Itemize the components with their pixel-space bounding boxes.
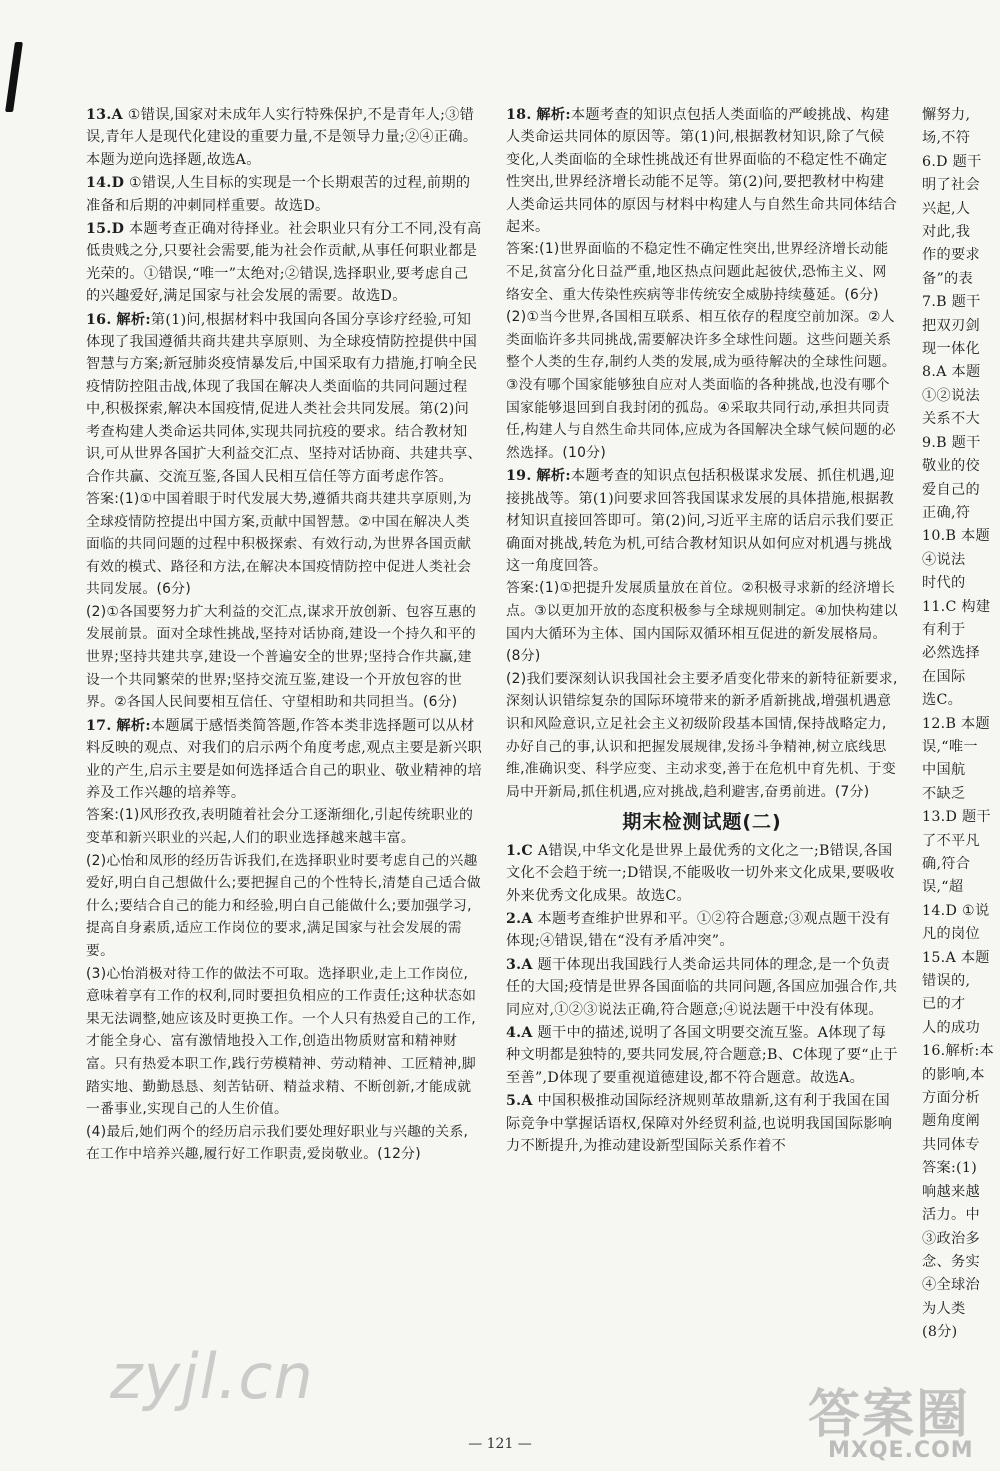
cropped-line: 已的才 [922,996,966,1013]
answer-paragraph: (2)①各国要努力扩大利益的交汇点,谋求开放创新、包容互惠的发展前景。面对全球性挑战,坚持对话协商,建设一个持久和平的世界;坚持共建共享,建设一个普遍安全的世界;坚持合作共赢,建设一个共同繁荣的世界;坚持交流互鉴,建设一个开放包容的世界。②各国人民间要相互信任、守望相助和共同担当。(6分) [86,603,477,711]
question-text: 本题考查维护世界和平。①②符合题意;③观点题干没有体现;④错误,错在“没有矛盾冲突”。 [506,910,891,950]
question-number: 17. [86,717,112,734]
cropped-line: (8分) [922,1324,958,1341]
question-entry [86,104,482,171]
cropped-line: 12.B 本题 [922,715,990,732]
question-entry [86,715,482,1166]
cropped-line: 备”的表 [922,270,974,287]
cropped-line: 不缺乏 [922,785,966,802]
cropped-line: 11.C 构建 [922,598,991,615]
question-number: 16. [86,311,112,328]
cropped-line: 把双刃剑 [922,317,980,334]
cropped-line: ③政治多 [922,1230,980,1247]
question-number: 2.A [506,910,533,927]
answer-paragraph: (4)最后,她们两个的经历启示我们要处理好职业与兴趣的关系,在工作中培养兴趣,履行好工作职责,爱岗敬业。(12分) [86,1123,469,1163]
question-text: 本题考查正确对待择业。社会职业只有分工不同,没有高低贵贱之分,只要社会需要,能为社会作贡献,从事任何职业都是光荣的。①错误,“唯一”太绝对;②错误,选择职业,要考虑自己的兴趣爱好,满足国家与社会发展的需要。故选D。 [86,221,482,305]
question-entry [506,1022,898,1089]
left-column [86,104,482,1167]
cropped-line: 在国际 [922,668,966,685]
cropped-line: 响越来越 [922,1183,980,1200]
cropped-line: ④说法 [922,551,966,568]
cropped-line: 关系不大 [922,411,980,428]
cropped-line: 的影响,本 [922,1066,985,1083]
cropped-line: 凡的岗位 [922,926,980,943]
cropped-line: ④全球治 [922,1277,980,1294]
page-edge-mark [5,42,23,112]
question-entry [86,309,482,714]
question-number: 14.D [86,175,125,192]
watermark-zyjl: zyjl.cn [110,1340,314,1413]
analysis-label: 解析: [116,311,151,328]
question-number: 19. [506,468,532,485]
answer-paragraph: (2)心怡和凤形的经历告诉我们,在选择职业时要考虑自己的兴趣爱好,明白自己想做什么;要把握自己的个性特长,清楚自己适合做什么;要结合自己的能力和经验,明白自己能做什么;要加强学习,提高自身素质,适应工作岗位的要求,满足国家与社会发展的需要。 [86,852,481,960]
question-text: ①错误,国家对未成年人实行特殊保护,不是青年人;③错误,青年人是现代化建设的重要力量,不是领导力量;②④正确。本题为逆向选择题,故选A。 [86,107,478,168]
question-text: ①错误,人生目标的实现是一个长期艰苦的过程,前期的准备和后期的冲刺同样重要。故选D。 [86,175,471,214]
answer-paragraph: 答案:(1)风形孜孜,表明随着社会分工逐渐细化,引起传统职业的变革和新兴职业的兴起,人们的职业选择越来越丰富。 [86,807,474,847]
question-entry [86,172,482,217]
cropped-line: 答案:(1) [922,1160,978,1177]
cropped-line: 懈努力, [922,107,971,123]
question-entry [506,908,898,953]
question-entry [506,104,898,464]
question-entry [506,1090,898,1157]
cropped-line: 必然选择 [922,645,980,662]
cropped-line: 题角度阐 [922,1113,980,1130]
cropped-line: 确,符合 [922,856,971,872]
watermark-daanquan: 答案圈 [808,1385,971,1445]
cropped-line: 方面分析 [922,1090,980,1107]
answer-paragraph: 答案:(1)①把提升发展质量放在首位。②积极寻求新的经济增长点。③以更加开放的态度积极参与全球规则制定。④加快构建以国内大循环为主体、国内国际双循环相互促进的新发展格局。(8分) [506,580,898,665]
cropped-line: 16.解析:本 [922,1043,995,1060]
question-entry [506,954,898,1021]
question-number: 4.A [506,1025,533,1041]
cropped-line: 作的要求 [922,247,980,264]
cropped-line: 活力。中 [922,1207,980,1224]
section-title: 期末检测试题(二) [622,811,782,834]
cropped-line: 误,“唯一 [922,738,978,755]
question-number: 3.A [506,956,533,973]
right-column-cropped [922,104,1000,1404]
cropped-line: 人的成功 [922,1019,980,1036]
cropped-line: 有利于 [922,621,966,638]
cropped-line: 9.B 题干 [922,434,981,451]
answer-paragraph: (3)心怡消极对待工作的做法不可取。选择职业,走上工作岗位,意味着享有工作的权利,同时要担负相应的工作责任;这种状态如果无法调整,她应该及时更换工作。一个人只有热爱自己的工作,才能全身心、富有激情地投入工作,创造出物质财富和精神财富。只有热爱本职工作,践行劳模精神、劳动精神、工匠精神,脚踏实地、勤勤恳恳、刻苦钻研、精益求精、不断创新,才能成就一番事业,实现自己的人生价值。 [86,965,477,1118]
cropped-line: 明了社会 [922,177,980,194]
cropped-line: 念、务实 [922,1253,980,1270]
cropped-line: 敬业的佼 [922,458,980,475]
cropped-line: 对此,我 [922,224,971,241]
page-number: — 121 — [468,1436,532,1452]
answer-paragraph: (2)我们要深刻认识我国社会主要矛盾变化带来的新特征新要求,深刻认识错综复杂的国际环境带来的新矛盾新挑战,增强机遇意识和风险意识,立足社会主义初级阶段基本国情,保持战略定力,办好自己的事,认识和把握发展规律,发扬斗争精神,树立底线思维,准确识变、科学应变、主动求变,善于在危机中育先机、于变局中开新局,抓住机遇,应对挑战,趋利避害,奋勇前进。(7分) [506,670,898,800]
analysis-label: 解析: [116,717,151,734]
cropped-line: 兴起,人 [922,200,971,217]
cropped-line: 10.B 本题 [922,528,990,545]
cropped-line: 15.A 本题 [922,949,990,966]
watermark-mxqe: MXQE.COM [828,1438,974,1463]
analysis-label: 解析: [536,468,571,485]
question-entry [506,840,898,907]
cropped-line: 错误的, [922,973,971,990]
cropped-line: 中国航 [922,762,966,779]
question-text: 本题属于感悟类简答题,作答本类非选择题可以从材料反映的观点、对我们的启示两个角度考虑,观点主要是新兴职业的产生,启示主要是如何选择适合自己的职业、敬业精神的培养及工作兴趣的培养等。 [86,717,482,802]
cropped-line: 8.A 本题 [922,364,981,381]
question-number: 5.A [506,1093,533,1110]
question-number: 13.A [86,107,123,123]
cropped-line: 7.B 题干 [922,294,981,311]
cropped-line: 时代的 [922,575,966,592]
question-entry [506,465,898,803]
question-text: 题干体现出我国践行人类命运共同体的理念,是一个负责任的大国;疫情是世界各国面临的共同问题,各国应加强合作,共同应对,①②③说法正确,符合题意;④说法题干中没有体现。 [506,956,898,1018]
cropped-line: 13.D 题干 [922,809,991,826]
cropped-line: 为人类 [922,1300,966,1317]
cropped-line: 爱自己的 [922,481,980,498]
cropped-line: 现一体化 [922,341,980,358]
cropped-line: 场,不符 [922,130,971,147]
question-text: A错误,中华文化是世界上最优秀的文化之一;B错误,各国文化不会趋于统一;D错误,不能吸收一切外来文化成果,要吸收外来优秀文化成果。故选C。 [506,842,895,904]
answer-paragraph: (2)①当今世界,各国相互联系、相互依存的程度空前加深。②人类面临许多共同挑战,需要解决许多全球性问题。这些问题关系整个人类的生存,制约人类的发展,成为亟待解决的全球性问题。③没有哪个国家能够独自应对人类面临的各种挑战,也没有哪个国家能够退回到自我封闭的孤岛。④采取共同行动,承担共同责任,构建人与自然生命共同体,应成为各国解决全球气候问题的必然选择。(10分) [506,309,896,461]
question-entry [86,218,482,308]
answer-paragraph: 答案:(1)①中国着眼于时代发展大势,遵循共商共建共享原则,为全球疫情防控提出中国方案,贡献中国智慧。②中国在解决人类面临的共同问题的过程中积极探索、有效行动,为世界各国贡献有效的模式、路径和方法,在解决本国疫情防控中促进人类社会共同发展。(6分) [86,490,472,598]
cropped-line: 了不平凡 [922,832,980,849]
cropped-line: ①②说法 [922,387,980,404]
question-number: 15.D [86,221,125,238]
middle-column [506,104,898,1158]
question-text: 题干中的描述,说明了各国文明要交流互鉴。A体现了每种文明都是独特的,要共同发展,符合题意;B、C体现了要“止于至善”,D体现了要重视道德建设,都不符合题意。故选A。 [506,1025,898,1086]
cropped-line: 6.D 题干 [922,153,982,170]
answer-paragraph: 答案:(1)世界面临的不稳定性不确定性突出,世界经济增长动能不足,贫富分化日益严重,地区热点问题此起彼伏,恐怖主义、网络安全、重大传染性疾病等非传统安全威胁持续蔓延。(6分) [506,241,889,303]
cropped-line: 选C。 [922,692,963,709]
question-text: 本题考查的知识点包括积极谋求发展、抓住机遇,迎接挑战等。第(1)问要求回答我国谋求发展的具体措施,根据教材知识直接回答即可。第(2)问,习近平主席的话启示我们要正确面对挑战,转危为机,可结合教材知识从如何应对机遇与挑战这一角度回答。 [506,468,895,574]
question-text: 第(1)问,根据材料中我国向各国分享诊疗经验,可知体现了我国遵循共商共建共享原则、为全球疫情防控提供中国智慧与方案;新冠肺炎疫情暴发后,中国采取有力措施,打响全民疫情防控阻击战,体现了我国在解决人类面临的共同问题过程中,积极探索,解决本国疫情,促进人类社会共同发展。第(2)问考查构建人类命运共同体,实现共同抗疫的要求。结合教材知识,可从世界各国扩大利益交汇点、坚持对话协商、共建共享、合作共赢、交流互鉴,各国人民相互信任等方面考虑作答。 [86,311,482,485]
cropped-line: 14.D ①说 [922,902,990,919]
question-text: 中国积极推动国际经济规则革故鼎新,这有利于我国在国际竞争中掌握话语权,保障对外经贸利益,也说明我国国际影响力不断提升,为推动建设新型国际关系作着不 [506,1093,893,1155]
analysis-label: 解析: [536,107,571,123]
question-number: 18. [506,107,532,123]
cropped-line: 共同体专 [922,1136,980,1153]
question-text: 本题考查的知识点包括人类面临的严峻挑战、构建人类命运共同体的原因等。第(1)问,根据教材知识,除了气候变化,人类面临的全球性挑战还有世界面临的不稳定性不确定性突出,世界经济增长动能不足等。第(2)问,要把教材中构建人类命运共同体的原因与材料中构建人与自然生命共同体结合起来。 [506,107,898,236]
question-number: 1.C [506,842,534,859]
cropped-line: 正确,符 [922,504,971,521]
cropped-line: 误,“超 [922,879,964,896]
